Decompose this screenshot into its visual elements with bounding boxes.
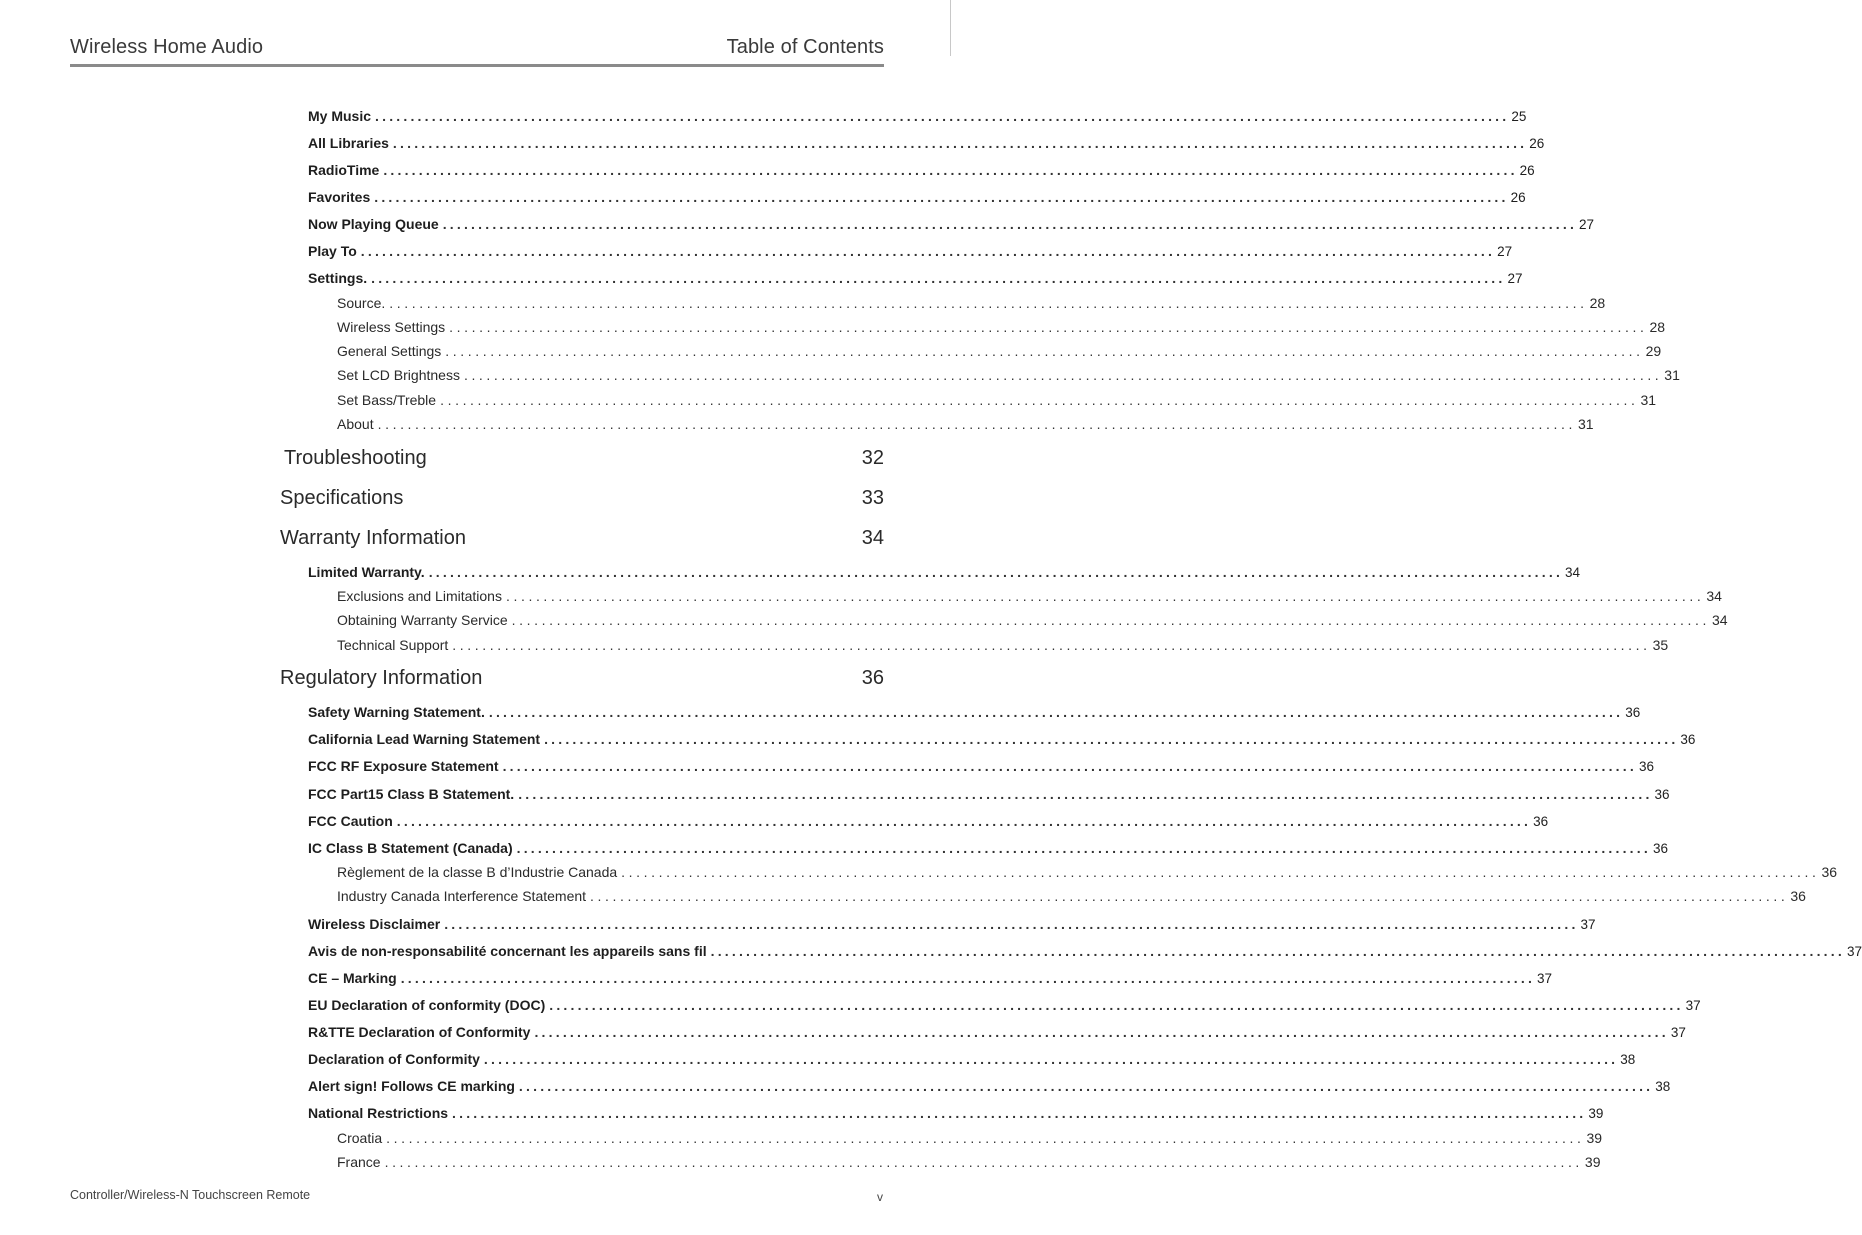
toc-entry-page: 26 bbox=[1519, 163, 1535, 178]
toc-entry-page: 36 bbox=[1821, 864, 1838, 880]
toc-subentry[interactable] bbox=[337, 1154, 1601, 1170]
toc-entry-page: 27 bbox=[1507, 271, 1523, 286]
toc-entry[interactable] bbox=[308, 216, 1595, 232]
dot-leader: ................................................................................................................................................................ bbox=[440, 392, 1639, 408]
dot-leader: ................................................................................................................................................................ bbox=[396, 813, 1532, 829]
toc-subentry[interactable] bbox=[337, 367, 1680, 383]
dot-leader: ................................................................................................................................................................ bbox=[371, 270, 1506, 286]
toc-section[interactable] bbox=[280, 667, 884, 690]
toc-entry-page: 39 bbox=[1588, 1106, 1604, 1121]
toc-entry-page: 38 bbox=[1655, 1079, 1671, 1094]
footer-page-number: v bbox=[877, 1190, 883, 1204]
toc-entry-page: 27 bbox=[1579, 217, 1595, 232]
toc-entry[interactable] bbox=[308, 135, 1545, 151]
dot-leader: ................................................................................................................................................................ bbox=[505, 588, 1705, 604]
dot-leader: ................................................................................................................................................................ bbox=[452, 637, 1651, 653]
toc-section-page: 32 bbox=[861, 447, 884, 469]
dot-leader: ................................................................................................................................................................ bbox=[452, 1105, 1587, 1121]
toc-entry[interactable] bbox=[308, 840, 1668, 856]
toc-entry-page: 34 bbox=[1565, 565, 1581, 580]
toc-entry-title: Wireless Settings bbox=[337, 319, 446, 335]
toc-entry-title: Wireless Disclaimer bbox=[308, 916, 441, 932]
toc-section[interactable] bbox=[284, 447, 884, 470]
toc-entry-page: 37 bbox=[1670, 1025, 1686, 1040]
toc-entry-page: 31 bbox=[1664, 367, 1680, 383]
toc-entry-title: Obtaining Warranty Service bbox=[337, 612, 508, 628]
toc-entry-title: Play To bbox=[308, 243, 357, 259]
toc-section-page: 34 bbox=[861, 527, 884, 549]
dot-leader: ................................................................................................................................................................ bbox=[621, 864, 1820, 880]
toc-entry-page: 37 bbox=[1685, 998, 1701, 1013]
toc-entry-title: FCC RF Exposure Statement bbox=[308, 758, 499, 774]
toc-entry-title: Now Playing Queue bbox=[308, 216, 439, 232]
toc-entry[interactable] bbox=[308, 970, 1553, 986]
toc-section-title: Specifications bbox=[280, 487, 404, 509]
toc-subentry[interactable] bbox=[337, 1130, 1603, 1146]
dot-leader: ................................................................................................................................................................ bbox=[544, 731, 1679, 747]
toc-entry-title: Safety Warning Statement. bbox=[308, 704, 485, 720]
toc-entry-title: Alert sign! Follows CE marking bbox=[308, 1078, 515, 1094]
toc-entry-page: 25 bbox=[1511, 109, 1527, 124]
document-title: Wireless Home Audio bbox=[70, 36, 264, 58]
toc-entry-title: FCC Part15 Class B Statement. bbox=[308, 786, 515, 802]
toc-subentry[interactable] bbox=[337, 888, 1806, 904]
toc-entry-title: R&TTE Declaration of Conformity bbox=[308, 1024, 531, 1040]
toc-entry-title: My Music bbox=[308, 108, 372, 124]
toc-entry[interactable] bbox=[308, 270, 1523, 286]
toc-entry-title: France bbox=[337, 1154, 381, 1170]
toc-entry-title: Settings. bbox=[308, 270, 368, 286]
dot-leader: ................................................................................................................................................................ bbox=[444, 916, 1579, 932]
toc-subentry[interactable] bbox=[337, 416, 1594, 432]
toc-entry[interactable] bbox=[308, 758, 1654, 774]
dot-leader: ................................................................................................................................................................ bbox=[518, 1078, 1654, 1094]
toc-entry-title: Industry Canada Interference Statement bbox=[337, 888, 587, 904]
toc-entry-title: FCC Caution bbox=[308, 813, 393, 829]
toc-entry-page: 36 bbox=[1652, 841, 1668, 856]
toc-entry-page: 36 bbox=[1790, 888, 1806, 904]
toc-entry[interactable] bbox=[308, 1078, 1671, 1094]
toc-entry-page: 35 bbox=[1652, 637, 1669, 653]
dot-leader: ................................................................................................................................................................ bbox=[384, 1154, 1583, 1170]
toc-subentry[interactable] bbox=[337, 864, 1838, 880]
toc-entry[interactable] bbox=[308, 916, 1596, 932]
toc-entry-page: 36 bbox=[1533, 814, 1549, 829]
toc-entry-page: 26 bbox=[1510, 190, 1526, 205]
toc-entry[interactable] bbox=[308, 731, 1696, 747]
dot-leader: ................................................................................................................................................................ bbox=[463, 367, 1663, 383]
dot-leader: ................................................................................................................................................................ bbox=[374, 189, 1509, 205]
dot-leader: ................................................................................................................................................................ bbox=[386, 1130, 1585, 1146]
dot-leader: ................................................................................................................................................................ bbox=[400, 970, 1536, 986]
toc-entry-title: CE – Marking bbox=[308, 970, 397, 986]
dot-leader: ................................................................................................................................................................ bbox=[377, 416, 1576, 432]
toc-entry-page: 36 bbox=[1625, 705, 1641, 720]
dot-leader: ................................................................................................................................................................ bbox=[375, 108, 1510, 124]
toc-subentry[interactable] bbox=[337, 295, 1606, 311]
dot-leader: ................................................................................................................................................................ bbox=[383, 162, 1518, 178]
toc-entry-page: 27 bbox=[1497, 244, 1513, 259]
toc-entry-page: 36 bbox=[1680, 732, 1696, 747]
toc-entry[interactable] bbox=[308, 189, 1526, 205]
dot-leader: ................................................................................................................................................................ bbox=[392, 135, 1528, 151]
toc-entry-title: All Libraries bbox=[308, 135, 389, 151]
section-title: Table of Contents bbox=[726, 36, 884, 58]
toc-entry-title: California Lead Warning Statement bbox=[308, 731, 541, 747]
dot-leader: ................................................................................................................................................................ bbox=[389, 295, 1588, 311]
toc-entry[interactable] bbox=[308, 786, 1670, 802]
toc-entry-page: 39 bbox=[1584, 1154, 1601, 1170]
toc-entry-title: National Restrictions bbox=[308, 1105, 449, 1121]
dot-leader: ................................................................................................................................................................ bbox=[502, 758, 1637, 774]
toc-entry-page: 38 bbox=[1620, 1052, 1636, 1067]
toc-entry-title: Source. bbox=[337, 295, 386, 311]
toc-entry[interactable] bbox=[308, 1105, 1604, 1121]
dot-leader: ................................................................................................................................................................ bbox=[549, 997, 1684, 1013]
dot-leader: ................................................................................................................................................................ bbox=[360, 243, 1496, 259]
toc-entry[interactable] bbox=[308, 704, 1641, 720]
footer-product-name: Controller/Wireless-N Touchscreen Remote bbox=[70, 1188, 311, 1202]
toc-entry-title: Limited Warranty. bbox=[308, 564, 425, 580]
toc-entry-title: Exclusions and Limitations bbox=[337, 588, 502, 604]
toc-entry-page: 28 bbox=[1589, 295, 1606, 311]
dot-leader: ................................................................................................................................................................ bbox=[483, 1051, 1619, 1067]
toc-section-page: 33 bbox=[861, 487, 884, 509]
toc-subentry[interactable] bbox=[337, 612, 1728, 628]
toc-entry-title: EU Declaration of conformity (DOC) bbox=[308, 997, 546, 1013]
toc-subentry[interactable] bbox=[337, 392, 1657, 408]
toc-entry[interactable] bbox=[308, 243, 1513, 259]
toc-entry[interactable] bbox=[308, 108, 1527, 124]
toc-entry-page: 29 bbox=[1645, 343, 1662, 359]
toc-entry-page: 37 bbox=[1846, 944, 1862, 959]
dot-leader: ................................................................................................................................................................ bbox=[710, 943, 1845, 959]
toc-section-title: Troubleshooting bbox=[284, 447, 427, 469]
toc-entry-page: 34 bbox=[1712, 612, 1728, 628]
dot-leader: ................................................................................................................................................................ bbox=[449, 319, 1648, 335]
toc-entry[interactable] bbox=[308, 943, 1862, 959]
toc-entry[interactable] bbox=[308, 162, 1535, 178]
toc-entry-title: Set Bass/Treble bbox=[337, 392, 437, 408]
toc-entry-page: 37 bbox=[1537, 971, 1553, 986]
toc-entry[interactable] bbox=[308, 997, 1701, 1013]
toc-section[interactable] bbox=[280, 487, 884, 510]
toc-entry[interactable] bbox=[308, 813, 1549, 829]
toc-entry-title: Règlement de la classe B d’Industrie Canada bbox=[337, 864, 618, 880]
dot-leader: ................................................................................................................................................................ bbox=[445, 343, 1644, 359]
toc-entry-page: 31 bbox=[1577, 416, 1594, 432]
toc-entry-title: Declaration of Conformity bbox=[308, 1051, 480, 1067]
toc-entry-page: 39 bbox=[1586, 1130, 1603, 1146]
toc-entry-page: 36 bbox=[1638, 759, 1654, 774]
toc-entry-title: Avis de non-responsabilité concernant les appareils sans fil bbox=[308, 943, 707, 959]
toc-entry-title: About bbox=[337, 416, 374, 432]
toc-entry-page: 34 bbox=[1706, 588, 1722, 604]
toc-entry-title: Favorites bbox=[308, 189, 371, 205]
toc-entry-title: RadioTime bbox=[308, 162, 380, 178]
dot-leader: ................................................................................................................................................................ bbox=[442, 216, 1578, 232]
dot-leader: ................................................................................................................................................................ bbox=[518, 786, 1653, 802]
toc-entry-page: 31 bbox=[1640, 392, 1657, 408]
toc-entry[interactable] bbox=[308, 564, 1581, 580]
toc-entry-page: 26 bbox=[1529, 136, 1545, 151]
toc-entry-title: Technical Support bbox=[337, 637, 449, 653]
toc-section[interactable] bbox=[280, 527, 884, 550]
toc-entry-page: 36 bbox=[1654, 787, 1670, 802]
toc-subentry[interactable] bbox=[337, 319, 1666, 335]
toc-section-title: Warranty Information bbox=[280, 527, 466, 549]
toc-entry[interactable] bbox=[308, 1051, 1636, 1067]
dot-leader: ................................................................................................................................................................ bbox=[428, 564, 1564, 580]
toc-section-title: Regulatory Information bbox=[280, 667, 483, 689]
toc-entry-page: 37 bbox=[1580, 917, 1596, 932]
toc-entry-title: IC Class B Statement (Canada) bbox=[308, 840, 513, 856]
dot-leader: ................................................................................................................................................................ bbox=[590, 888, 1789, 904]
toc-entry-title: General Settings bbox=[337, 343, 442, 359]
dot-leader: ................................................................................................................................................................ bbox=[516, 840, 1651, 856]
toc-entry-title: Croatia bbox=[337, 1130, 383, 1146]
toc-subentry[interactable] bbox=[337, 637, 1669, 653]
dot-leader: ................................................................................................................................................................ bbox=[534, 1024, 1669, 1040]
toc-entry[interactable] bbox=[308, 1024, 1686, 1040]
toc-section-page: 36 bbox=[861, 667, 884, 689]
toc-subentry[interactable] bbox=[337, 588, 1722, 604]
toc-entry-title: Set LCD Brightness bbox=[337, 367, 460, 383]
toc-subentry[interactable] bbox=[337, 343, 1662, 359]
dot-leader: ................................................................................................................................................................ bbox=[511, 612, 1711, 628]
dot-leader: ................................................................................................................................................................ bbox=[488, 704, 1624, 720]
toc-entry-page: 28 bbox=[1649, 319, 1666, 335]
